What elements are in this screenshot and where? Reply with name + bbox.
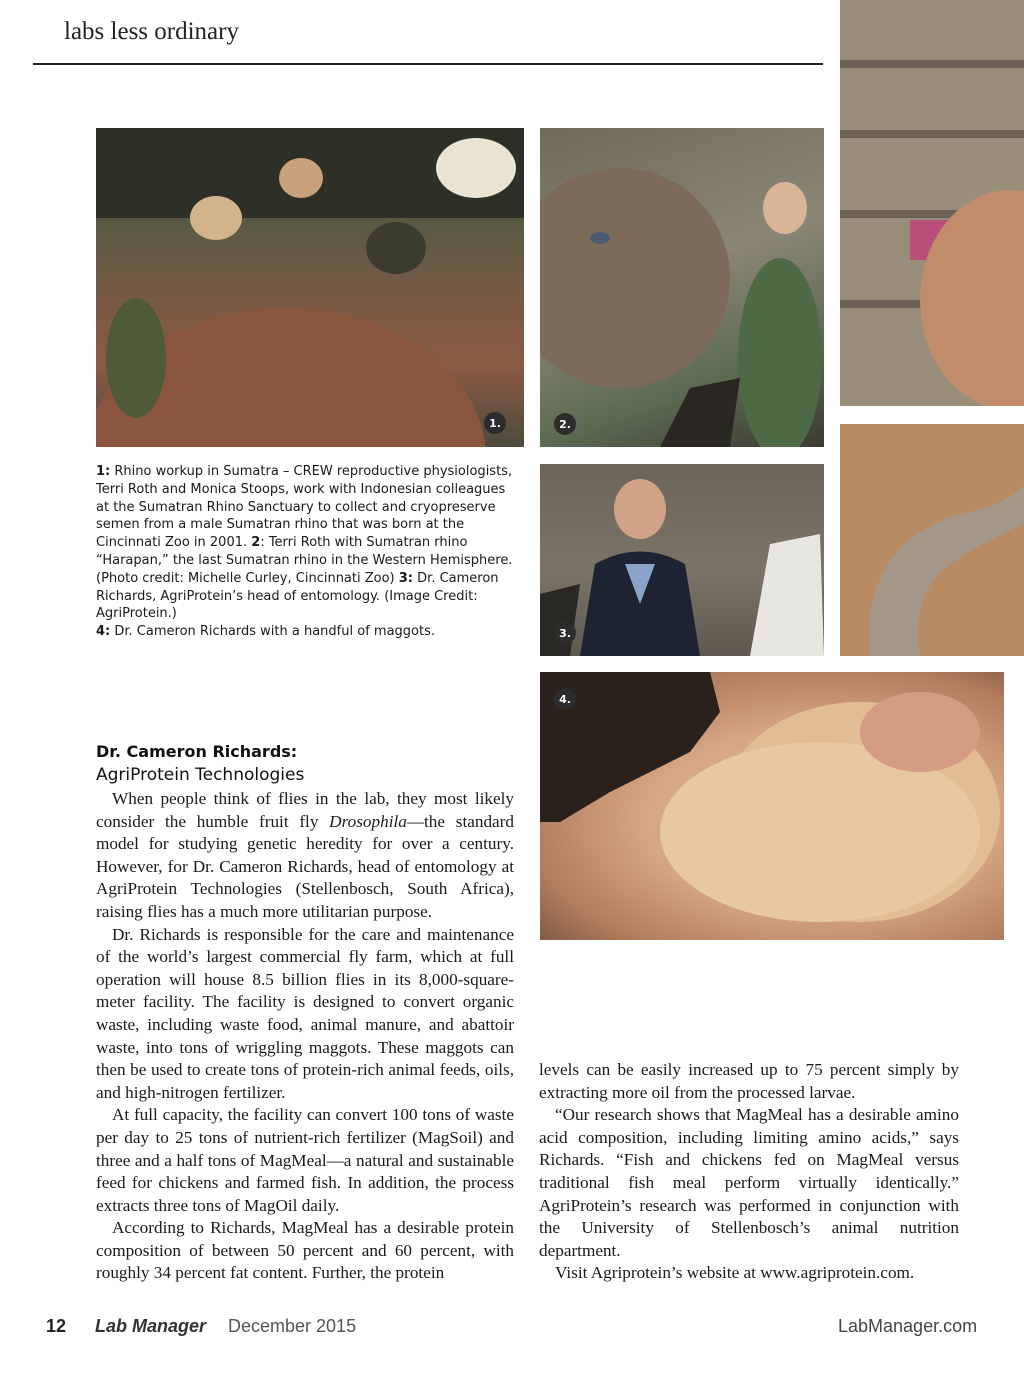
- caption-text: Dr. Cameron Richards with a handful of maggots.: [110, 624, 435, 640]
- magazine-name: Lab Manager: [95, 1316, 207, 1336]
- photo-rhino-workup-graphic: [96, 128, 524, 447]
- article-paragraph: Dr. Richards is responsible for the care and maintenance of the world’s largest commercial fly farm, which at full operation will house 8.5 billion flies in its 8,000-square-meter facility. The facility is designed to convert organic waste, including waste food, animal manure, and abattoir waste, into tons of wriggling maggots. These maggots can then be used to create tons of protein-rich animal feeds, oils, and high-nitrogen fertilizer.: [96, 924, 514, 1102]
- photo-number-badge: 3.: [554, 622, 576, 644]
- photo-caption: [96, 463, 516, 641]
- caption-text: Dr. Cameron Richards, AgriProtein’s head of entomology. (Image Credit: AgriProtein.): [96, 570, 499, 622]
- photo-rhino-workup: [96, 128, 524, 447]
- paragraph-text: When people think of flies in the lab, they most likely consider the humble fruit fly: [96, 789, 514, 831]
- page-number: 12: [46, 1316, 67, 1336]
- magazine-website: LabManager.com: [838, 1316, 978, 1336]
- article-paragraph: “Our research shows that MagMeal has a desirable amino acid composition, including limiting amino acids,” says Richards. “Fish and chickens fed on MagMeal versus traditional fish meal perform virtually identically.” AgriProtein’s research was performed in conjunction with the University of Stellenbosch’s animal nutrition department.: [539, 1105, 959, 1260]
- photo-number-badge: 4.: [554, 688, 576, 710]
- photo-rhino-harapan-graphic: [540, 128, 824, 447]
- photo-number-badge: 1.: [484, 412, 506, 434]
- species-name: Drosophila: [329, 811, 407, 831]
- caption-number: 3:: [398, 570, 414, 586]
- caption-number: 4:: [96, 624, 111, 640]
- article-column-left: [96, 788, 514, 1285]
- article-heading-name: Dr. Cameron Richards:: [96, 742, 298, 761]
- article-heading-organization: AgriProtein Technologies: [96, 765, 305, 785]
- paragraph-text: —the standard model for studying genetic heredity for over a century. However, for Dr. Cameron Richards, head of entomology at AgriProtein Technologies (Stellenbosch, South Africa), raising flies has a much more utilitarian purpose.: [96, 811, 514, 921]
- caption-text: Rhino workup in Sumatra – CREW reproductive physiologists, Terri Roth and Monica Stoops, work with Indonesian colleagues at the Sumatran Rhino Sanctuary to collect and cryopreserve semen from a male Sumatran rhino that was born at the Cincinnati Zoo in 2001.: [96, 464, 513, 551]
- caption-number: 2: [251, 535, 261, 551]
- photo-lab-shelves-graphic: [840, 0, 1024, 406]
- photo-number-badge: 2.: [554, 413, 576, 435]
- photo-worm-closeup: [840, 424, 1024, 656]
- photo-maggots-graphic: [540, 672, 1004, 940]
- article-paragraph: [96, 788, 514, 924]
- header-rule: [33, 63, 823, 65]
- photo-cameron-richards-graphic: [540, 464, 824, 656]
- article-column-right: [539, 1059, 959, 1285]
- section-title: labs less ordinary: [64, 18, 239, 45]
- photo-rhino-harapan: [540, 128, 824, 447]
- issue-date: December 2015: [228, 1316, 357, 1336]
- caption-text: : Terri Roth with Sumatran rhino “Harapan,” the last Sumatran rhino in the Western Hemisphere. (Photo credit: Michelle Curley, Cincinnati Zoo): [96, 535, 513, 586]
- photo-worm-closeup-graphic: [840, 424, 1024, 656]
- article-paragraph: levels can be easily increased up to 75 percent simply by extracting more oil from the processed larvae.: [539, 1060, 959, 1102]
- article-paragraph: Visit Agriprotein’s website at www.agriprotein.com.: [555, 1263, 915, 1283]
- photo-lab-shelves: [840, 0, 1024, 406]
- article-paragraph: According to Richards, MagMeal has a desirable protein composition of between 50 percent and 60 percent, with roughly 34 percent fat content. Further, the protein: [96, 1218, 514, 1283]
- caption-number: 1:: [96, 464, 111, 479]
- photo-maggots: [540, 672, 1004, 940]
- article-paragraph: At full capacity, the facility can convert 100 tons of waste per day to 25 tons of nutrient-rich fertilizer (MagSoil) and three and a half tons of MagMeal—a natural and sustainable feed for chickens and farmed fish. In addition, the process extracts three tons of MagOil daily.: [96, 1105, 514, 1215]
- photo-cameron-richards: [540, 464, 824, 656]
